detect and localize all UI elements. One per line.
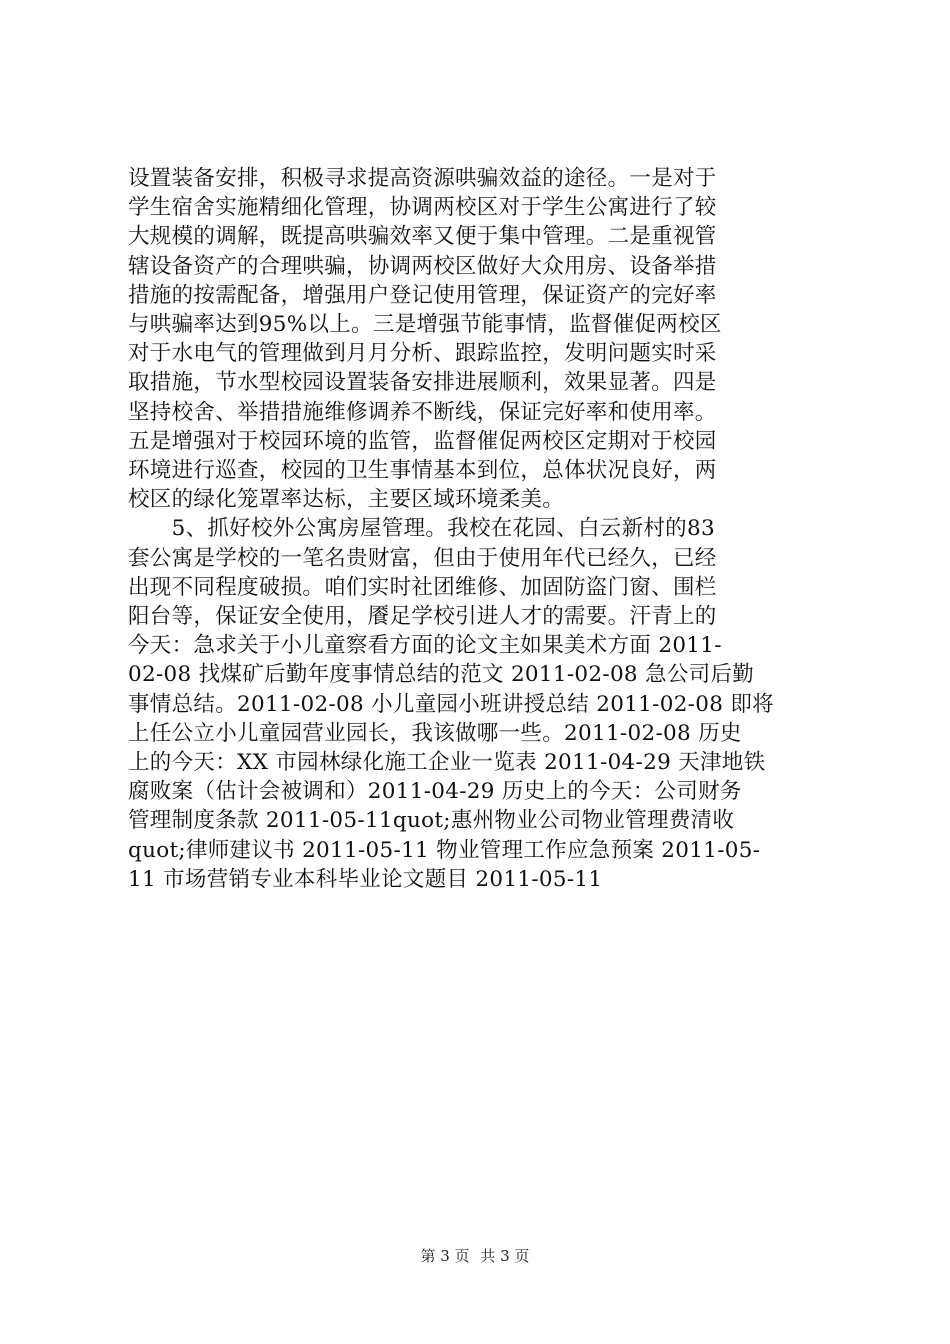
- text-line: 11 市场营销专业本科毕业论文题目 2011-05-11: [128, 866, 603, 892]
- text-line: 事情总结。2011-02-08 小儿童园小班讲授总结 2011-02-08 即将: [128, 691, 774, 717]
- text-line: 腐败案（估计会被调和）2011-04-29 历史上的今天：公司财务: [128, 779, 742, 805]
- text-line: 阳台等，保证安全使用，餍足学校引进人才的需要。汗青上的: [128, 604, 717, 630]
- text-line: 对于水电气的管理做到月月分析、跟踪监控，发明问题实时采: [128, 341, 717, 367]
- text-line: 辖设备资产的合理哄骗，协调两校区做好大众用房、设备举措: [128, 253, 717, 279]
- text-line: 环境进行巡查，校园的卫生事情基本到位，总体状况良好，两: [128, 458, 717, 484]
- text-line: 校区的绿化笼罩率达标，主要区域环境柔美。: [128, 487, 565, 513]
- text-line: 取措施，节水型校园设置装备安排进展顺利，效果显著。四是: [128, 370, 717, 396]
- text-line: 今天：急求关于小儿童察看方面的论文主如果美术方面 2011-: [128, 633, 722, 659]
- text-line: quot;律师建议书 2011-05-11 物业管理工作应急预案 2011-05-: [128, 837, 761, 863]
- text-line: 02-08 找煤矿后勤年度事情总结的范文 2011-02-08 急公司后勤: [128, 662, 755, 688]
- text-line: 上任公立小儿童园营业园长，我该做哪一些。2011-02-08 历史: [128, 720, 742, 746]
- page-total: 共 3 页: [480, 1247, 530, 1265]
- text-line: 大规模的调解，既提高哄骗效率又便于集中管理。二是重视管: [128, 224, 717, 250]
- text-line: 5、抓好校外公寓房屋管理。我校在花园、白云新村的83: [128, 516, 715, 542]
- text-line: 坚持校舍、举措措施维修调养不断线，保证完好率和使用率。: [128, 399, 717, 425]
- text-line: 上的今天：XX 市园林绿化施工企业一览表 2011-04-29 天津地铁: [128, 750, 766, 776]
- page-number: 第 3 页: [420, 1247, 470, 1265]
- text-line: 设置装备安排，积极寻求提高资源哄骗效益的途径。一是对于: [128, 166, 717, 191]
- text-line: 出现不同程度破损。咱们实时社团维修、加固防盗门窗、围栏: [128, 574, 717, 600]
- text-line: 与哄骗率达到95%以上。三是增强节能事情，监督催促两校区: [128, 312, 722, 338]
- text-line: 学生宿舍实施精细化管理，协调两校区对于学生公寓进行了较: [128, 195, 717, 221]
- text-line: 管理制度条款 2011-05-11quot;惠州物业公司物业管理费清收: [128, 808, 735, 834]
- text-line: 措施的按需配备，增强用户登记使用管理，保证资产的完好率: [128, 282, 717, 308]
- text-line: 五是增强对于校园环境的监管，监督催促两校区定期对于校园: [128, 428, 717, 454]
- body-text: [128, 164, 828, 894]
- text-line: 套公寓是学校的一笔名贵财富，但由于使用年代已经久，已经: [128, 545, 717, 571]
- page-footer: [0, 1246, 950, 1266]
